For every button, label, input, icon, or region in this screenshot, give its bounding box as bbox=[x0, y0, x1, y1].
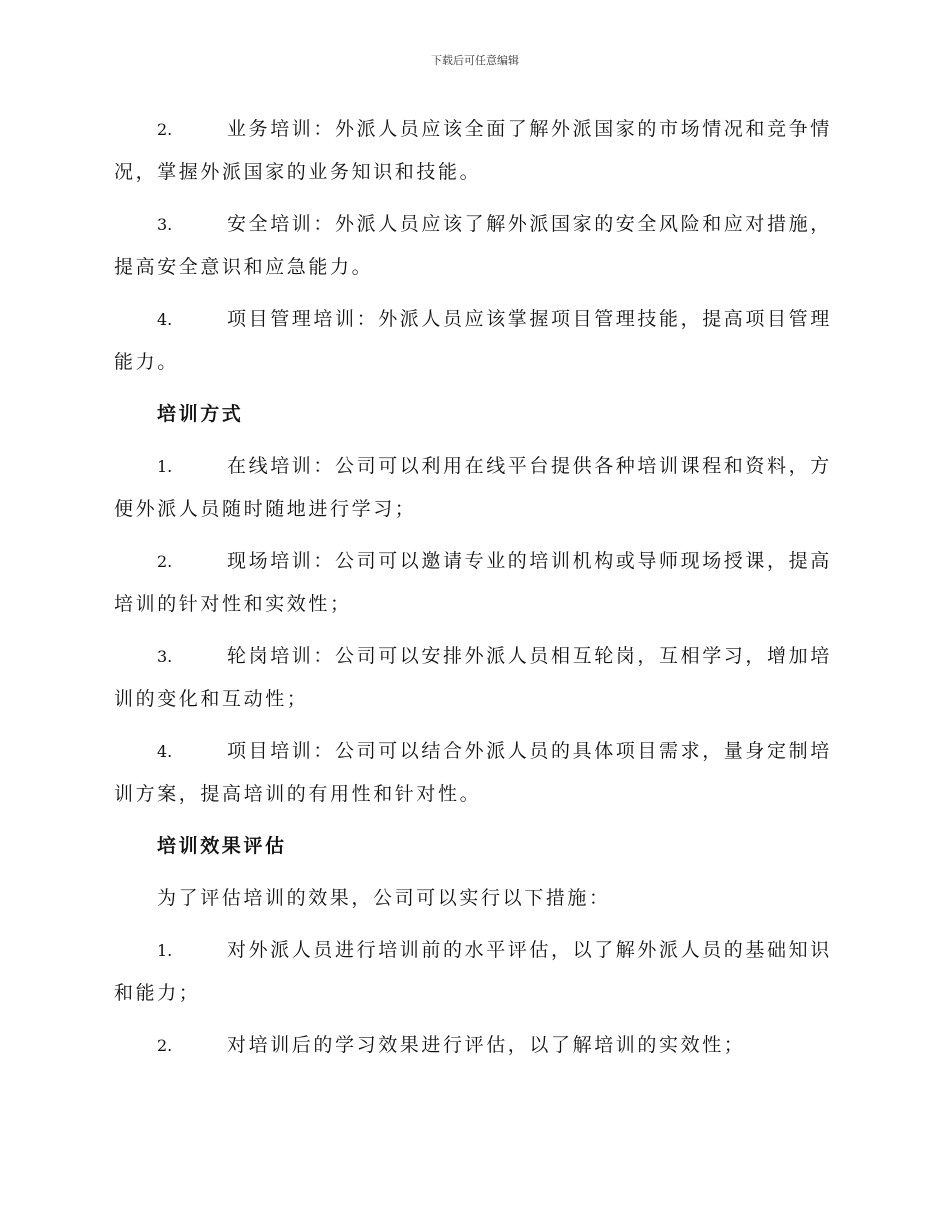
list-item bbox=[114, 540, 832, 625]
list-text: 项目培训：公司可以结合外派人员的具体项目需求，量身定制培训方案，提高培训的有用性和针对性。 bbox=[114, 740, 832, 805]
list-number: 3. bbox=[157, 647, 173, 666]
list-item bbox=[114, 108, 832, 193]
list-text: 现场培训：公司可以邀请专业的培训机构或导师现场授课，提高培训的针对性和实效性； bbox=[114, 550, 832, 615]
list-number: 1. bbox=[157, 457, 173, 476]
list-number: 2. bbox=[157, 120, 173, 139]
list-number: 2. bbox=[157, 552, 173, 571]
list-text: 业务培训：外派人员应该全面了解外派国家的市场情况和竞争情况，掌握外派国家的业务知识和技能。 bbox=[114, 118, 832, 183]
section-heading-evaluation: 培训效果评估 bbox=[157, 835, 287, 857]
list-number: 4. bbox=[157, 310, 173, 329]
list-text: 安全培训：外派人员应该了解外派国家的安全风险和应对措施，提高安全意识和应急能力。 bbox=[114, 213, 832, 278]
list-text: 对外派人员进行培训前的水平评估，以了解外派人员的基础知识和能力； bbox=[114, 939, 832, 1004]
list-item bbox=[114, 635, 832, 720]
list-text: 项目管理培训：外派人员应该掌握项目管理技能，提高项目管理能力。 bbox=[114, 308, 832, 373]
list-number: 4. bbox=[157, 742, 173, 761]
list-item bbox=[114, 929, 832, 1014]
section-heading-training-methods: 培训方式 bbox=[157, 403, 244, 425]
list-item bbox=[114, 1024, 832, 1067]
page-header: 下载后可任意编辑 bbox=[431, 54, 519, 67]
list-number: 3. bbox=[157, 215, 173, 234]
list-item bbox=[114, 445, 832, 530]
list-item bbox=[114, 203, 832, 288]
document-body bbox=[114, 108, 832, 1077]
list-text: 在线培训：公司可以利用在线平台提供各种培训课程和资料，方便外派人员随时随地进行学习； bbox=[114, 455, 832, 520]
list-text: 对培训后的学习效果进行评估，以了解培训的实效性； bbox=[227, 1034, 746, 1056]
list-number: 2. bbox=[157, 1036, 173, 1055]
list-number: 1. bbox=[157, 941, 173, 960]
list-item bbox=[114, 730, 832, 815]
intro-paragraph: 为了评估培训的效果，公司可以实行以下措施： bbox=[157, 887, 611, 909]
list-item bbox=[114, 298, 832, 383]
list-text: 轮岗培训：公司可以安排外派人员相互轮岗，互相学习，增加培训的变化和互动性； bbox=[114, 645, 832, 710]
